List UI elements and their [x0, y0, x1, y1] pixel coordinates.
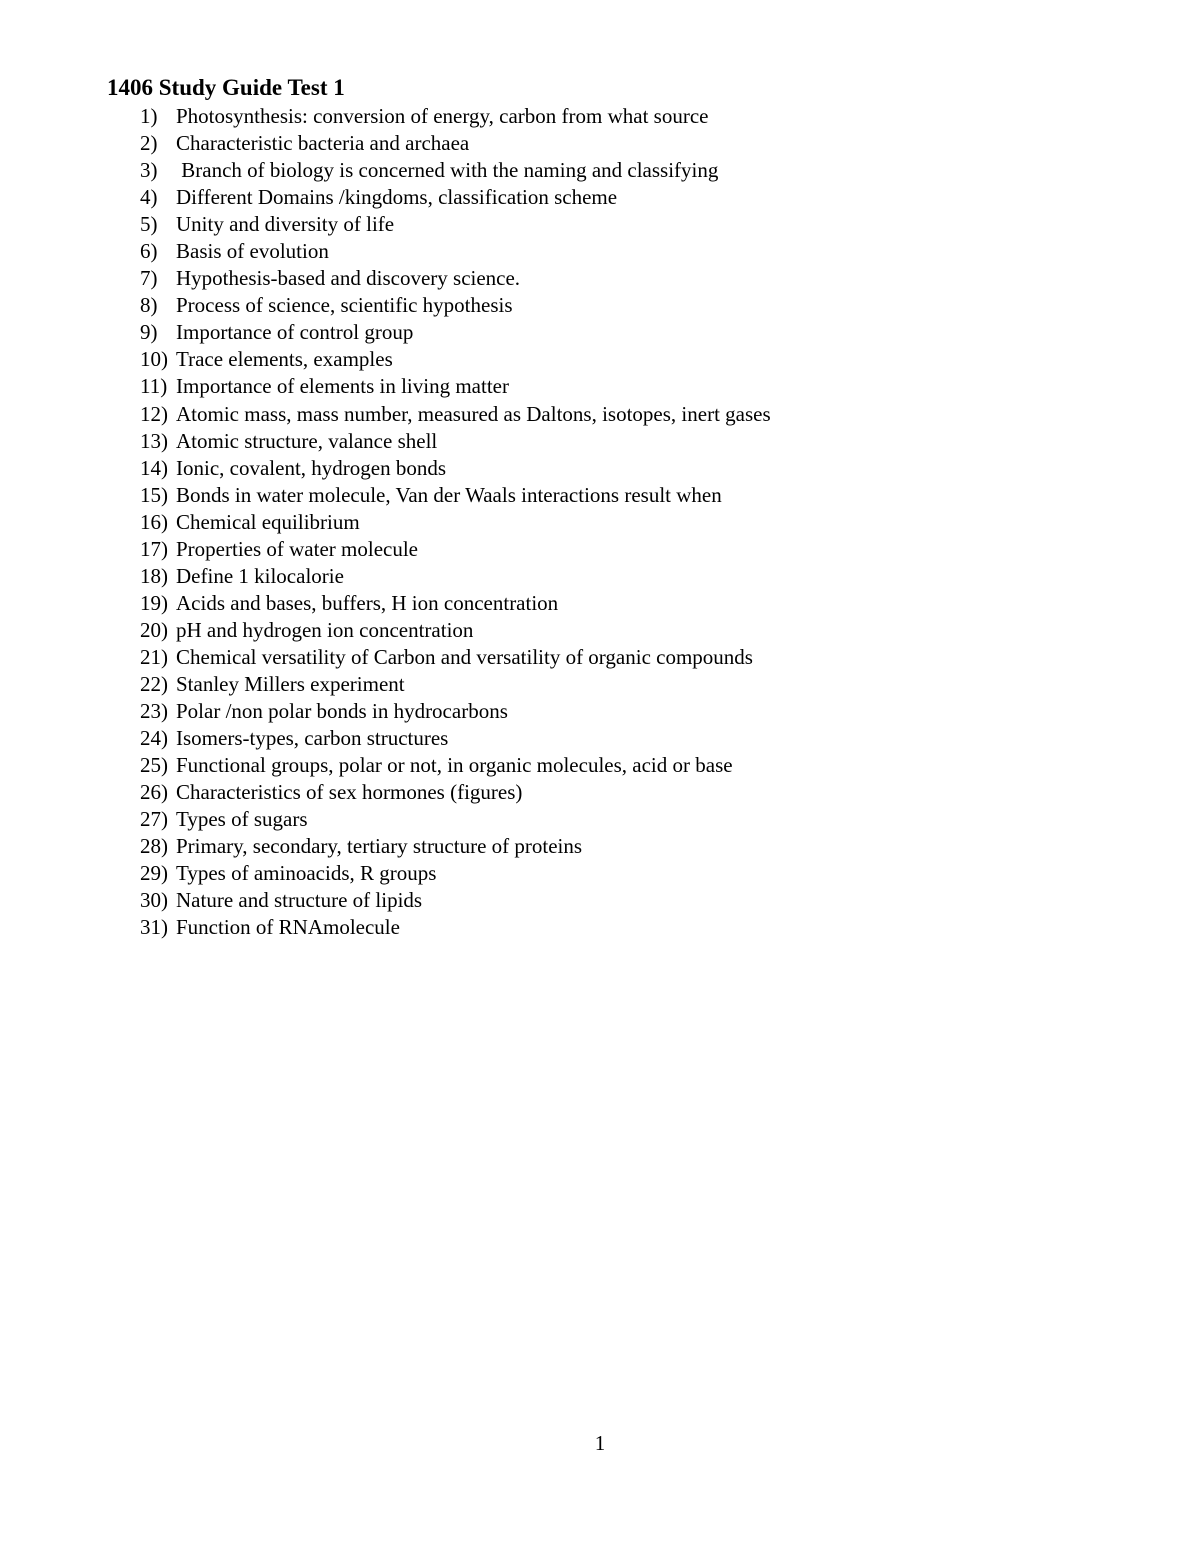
item-number: 10) — [140, 347, 168, 372]
item-text: Nature and structure of lipids — [176, 888, 423, 913]
item-text: Process of science, scientific hypothesis — [176, 293, 513, 318]
item-text: Define 1 kilocalorie — [176, 563, 344, 588]
list-item — [140, 238, 771, 265]
item-text: Isomers-types, carbon structures — [176, 726, 449, 751]
item-text: Primary, secondary, tertiary structure of proteins — [176, 834, 583, 859]
item-number: 1) — [140, 104, 158, 128]
list-item — [140, 887, 771, 914]
item-text: Chemical versatility of Carbon and versatility of organic compounds — [176, 644, 753, 669]
list-item — [140, 698, 771, 725]
item-number: 6) — [140, 239, 158, 264]
item-number: 7) — [140, 266, 158, 291]
document-title: 1406 Study Guide Test 1 — [107, 75, 345, 100]
item-number: 28) — [140, 834, 168, 859]
list-item — [140, 860, 771, 887]
list-item — [140, 806, 771, 833]
item-number: 18) — [140, 563, 168, 588]
item-number: 12) — [140, 401, 168, 426]
item-text: Chemical equilibrium — [176, 509, 360, 534]
item-text: Hypothesis-based and discovery science. — [176, 266, 521, 291]
item-text: Ionic, covalent, hydrogen bonds — [176, 455, 447, 480]
item-text: Atomic mass, mass number, measured as Daltons, isotopes, inert gases — [176, 401, 771, 426]
list-item — [140, 779, 771, 806]
item-text: Bonds in water molecule, Van der Waals interactions result when — [176, 482, 722, 507]
item-text: Characteristic bacteria and archaea — [176, 131, 470, 156]
list-item — [140, 671, 771, 698]
item-number: 2) — [140, 131, 158, 156]
list-item — [140, 319, 771, 346]
item-number: 29) — [140, 861, 168, 886]
list-item — [140, 590, 771, 617]
list-item — [140, 428, 771, 455]
list-item — [140, 563, 771, 590]
study-guide-list — [140, 103, 771, 941]
list-item — [140, 211, 771, 238]
item-text: Properties of water molecule — [176, 536, 418, 561]
item-text: Types of sugars — [176, 807, 308, 832]
item-text: pH and hydrogen ion concentration — [176, 617, 474, 642]
item-number: 25) — [140, 753, 168, 778]
list-item — [140, 103, 771, 130]
item-number: 4) — [140, 185, 158, 210]
item-text: Unity and diversity of life — [176, 212, 395, 237]
list-item — [140, 833, 771, 860]
item-number: 5) — [140, 212, 158, 237]
item-text: Stanley Millers experiment — [176, 671, 405, 696]
item-number: 27) — [140, 807, 168, 832]
item-number: 20) — [140, 617, 168, 642]
list-item — [140, 292, 771, 319]
list-item — [140, 157, 771, 184]
item-number: 22) — [140, 671, 168, 696]
list-item — [140, 373, 771, 400]
list-item — [140, 725, 771, 752]
item-number: 24) — [140, 726, 168, 751]
list-item — [140, 509, 771, 536]
item-number: 3) — [140, 158, 158, 183]
list-item — [140, 130, 771, 157]
item-number: 23) — [140, 699, 168, 724]
list-item — [140, 455, 771, 482]
item-number: 26) — [140, 780, 168, 805]
item-text: Photosynthesis: conversion of energy, carbon from what source — [176, 104, 709, 128]
list-item — [140, 914, 771, 941]
list-item — [140, 401, 771, 428]
item-text: Importance of control group — [176, 320, 414, 345]
item-number: 13) — [140, 428, 168, 453]
item-number: 14) — [140, 455, 168, 480]
list-item — [140, 184, 771, 211]
item-number: 8) — [140, 293, 158, 318]
item-number: 9) — [140, 320, 158, 345]
item-text: Function of RNAmolecule — [176, 915, 400, 940]
item-number: 17) — [140, 536, 168, 561]
item-text: Functional groups, polar or not, in organic molecules, acid or base — [176, 753, 733, 778]
item-text: Types of aminoacids, R groups — [176, 861, 437, 886]
item-number: 30) — [140, 888, 168, 913]
list-item — [140, 644, 771, 671]
item-text: Branch of biology is concerned with the naming and classifying — [176, 158, 719, 183]
list-item — [140, 265, 771, 292]
item-text: Atomic structure, valance shell — [176, 428, 438, 453]
page-number: 1 — [594, 1431, 606, 1455]
item-text: Characteristics of sex hormones (figures) — [176, 780, 523, 805]
list-item — [140, 536, 771, 563]
item-number: 31) — [140, 915, 168, 940]
item-number: 19) — [140, 590, 168, 615]
list-item — [140, 346, 771, 373]
list-item — [140, 482, 771, 509]
item-text: Acids and bases, buffers, H ion concentration — [176, 590, 559, 615]
item-number: 15) — [140, 482, 168, 507]
list-item — [140, 752, 771, 779]
item-number: 16) — [140, 509, 168, 534]
item-text: Basis of evolution — [176, 239, 329, 264]
item-number: 21) — [140, 644, 168, 669]
item-number: 11) — [140, 374, 168, 399]
item-text: Polar /non polar bonds in hydrocarbons — [176, 699, 508, 724]
item-text: Importance of elements in living matter — [176, 374, 509, 399]
list-item — [140, 617, 771, 644]
item-text: Trace elements, examples — [176, 347, 393, 372]
item-text: Different Domains /kingdoms, classification scheme — [176, 185, 618, 210]
